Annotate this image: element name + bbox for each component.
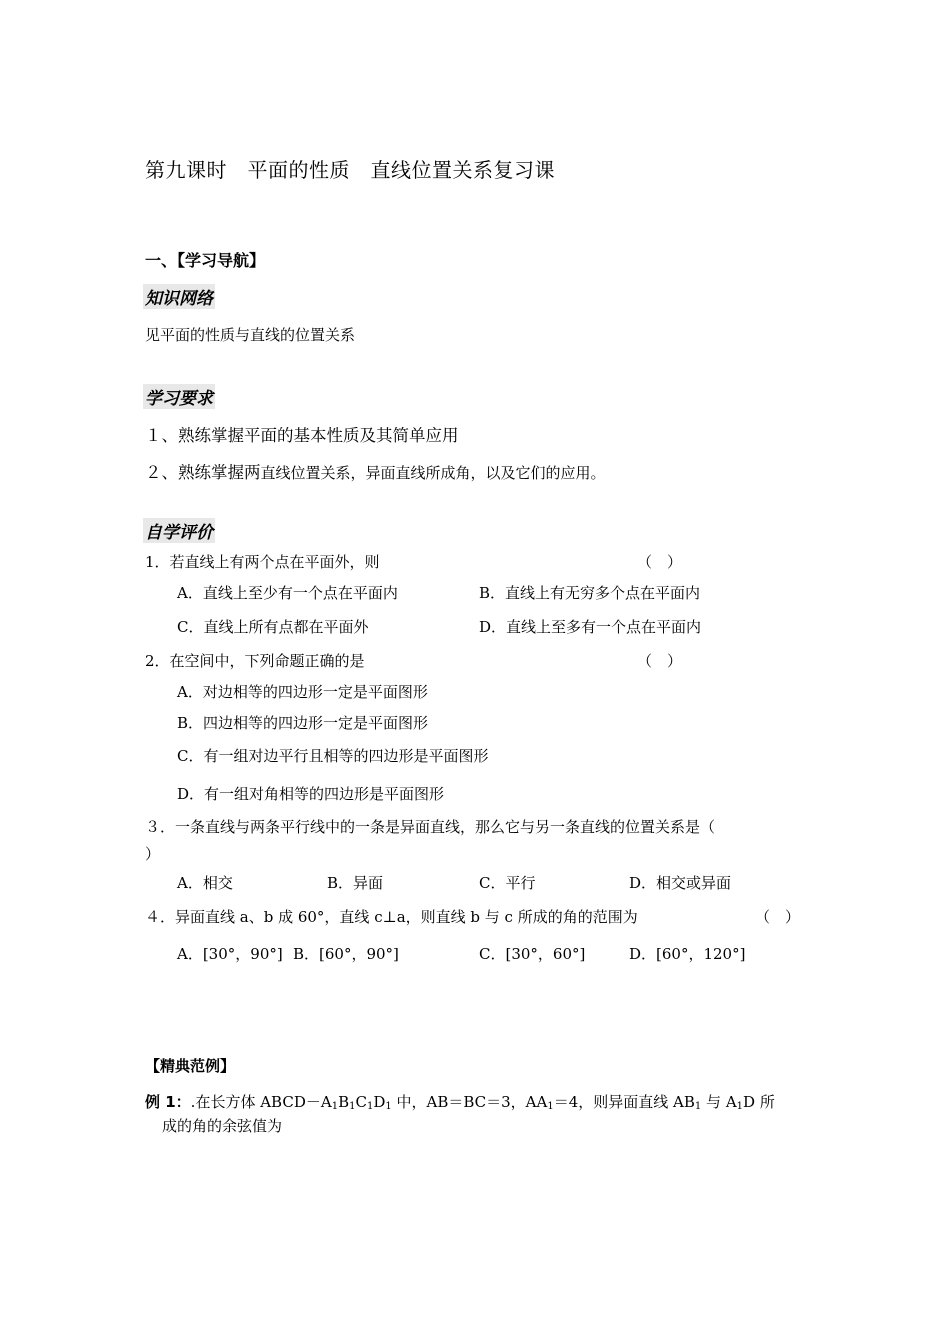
q3-stem: ３．一条直线与两条平行线中的一条是异面直线，那么它与另一条直线的位置关系是（	[145, 818, 716, 836]
q2-option-c: C．有一组对边平行且相等的四边形是平面图形	[177, 747, 489, 765]
q3-option-c: C．平行	[479, 874, 536, 892]
q2-answer-paren: （ ）	[637, 652, 683, 670]
q2-option-d: D．有一组对角相等的四边形是平面图形	[177, 785, 445, 803]
requirement-item-2-part-b: 直线位置关系，异面直线所成角，以及它们的应用。	[260, 464, 606, 482]
example-1-label: 例 1：	[145, 1093, 191, 1111]
q1-option-d: D．直线上至多有一个点在平面内	[479, 618, 702, 636]
requirement-item-2-part-a: ２、熟练掌握两	[145, 463, 261, 482]
q2-option-b: B．四边相等的四边形一定是平面图形	[177, 714, 429, 732]
example-1-line-1: 例 1：.在长方体 $ABCD-A_1B_1C_1D_1$ 中，AB＝BC＝3，$AA_1=4$，则异面直线 $AB_1$ 与 $A_1D$ 所	[145, 1093, 775, 1112]
requirement-item-1: １、熟练掌握平面的基本性质及其简单应用	[145, 426, 459, 445]
q3-option-b: B．异面	[327, 874, 384, 892]
example-1-line-2: 成的角的余弦值为	[162, 1117, 283, 1135]
subheading-knowledge-network: 知识网络	[143, 284, 215, 309]
q2-stem: 2．在空间中，下列命题正确的是	[145, 652, 365, 670]
q4-option-d: D．[60°，120°]	[629, 945, 746, 963]
q4-stem: ４．异面直线 a、b 成 60°，直线 c⊥a，则直线 b 与 c 所成的角的范围为	[145, 908, 638, 926]
q4-option-c: C．[30°，60°]	[479, 945, 586, 963]
q1-stem: 1．若直线上有两个点在平面外，则	[145, 553, 380, 571]
q1-option-a: A．直线上至少有一个点在平面内	[177, 584, 398, 602]
q4-option-b: B．[60°，90°]	[293, 945, 399, 963]
q1-option-c: C．直线上所有点都在平面外	[177, 618, 369, 636]
knowledge-text: 见平面的性质与直线的位置关系	[145, 326, 356, 344]
q1-option-b: B．直线上有无穷多个点在平面内	[479, 584, 701, 602]
section-heading-study-guide: 一、【学习导航】	[145, 251, 266, 270]
page-title: 第九课时 平面的性质 直线位置关系复习课	[145, 158, 555, 182]
q1-answer-paren: （ ）	[637, 553, 683, 571]
q3-option-d: D．相交或异面	[629, 874, 732, 892]
section-heading-examples: 【精典范例】	[145, 1057, 236, 1075]
requirement-item-2	[145, 459, 606, 483]
q3-option-a: A．相交	[177, 874, 233, 892]
q2-option-a: A．对边相等的四边形一定是平面图形	[177, 683, 428, 701]
q3-paren-close: ）	[145, 845, 161, 863]
subheading-self-evaluation: 自学评价	[143, 518, 215, 543]
q4-option-a: A．[30°，90°]	[177, 945, 283, 963]
subheading-requirements: 学习要求	[143, 384, 215, 409]
q4-answer-paren: （ ）	[755, 908, 801, 926]
